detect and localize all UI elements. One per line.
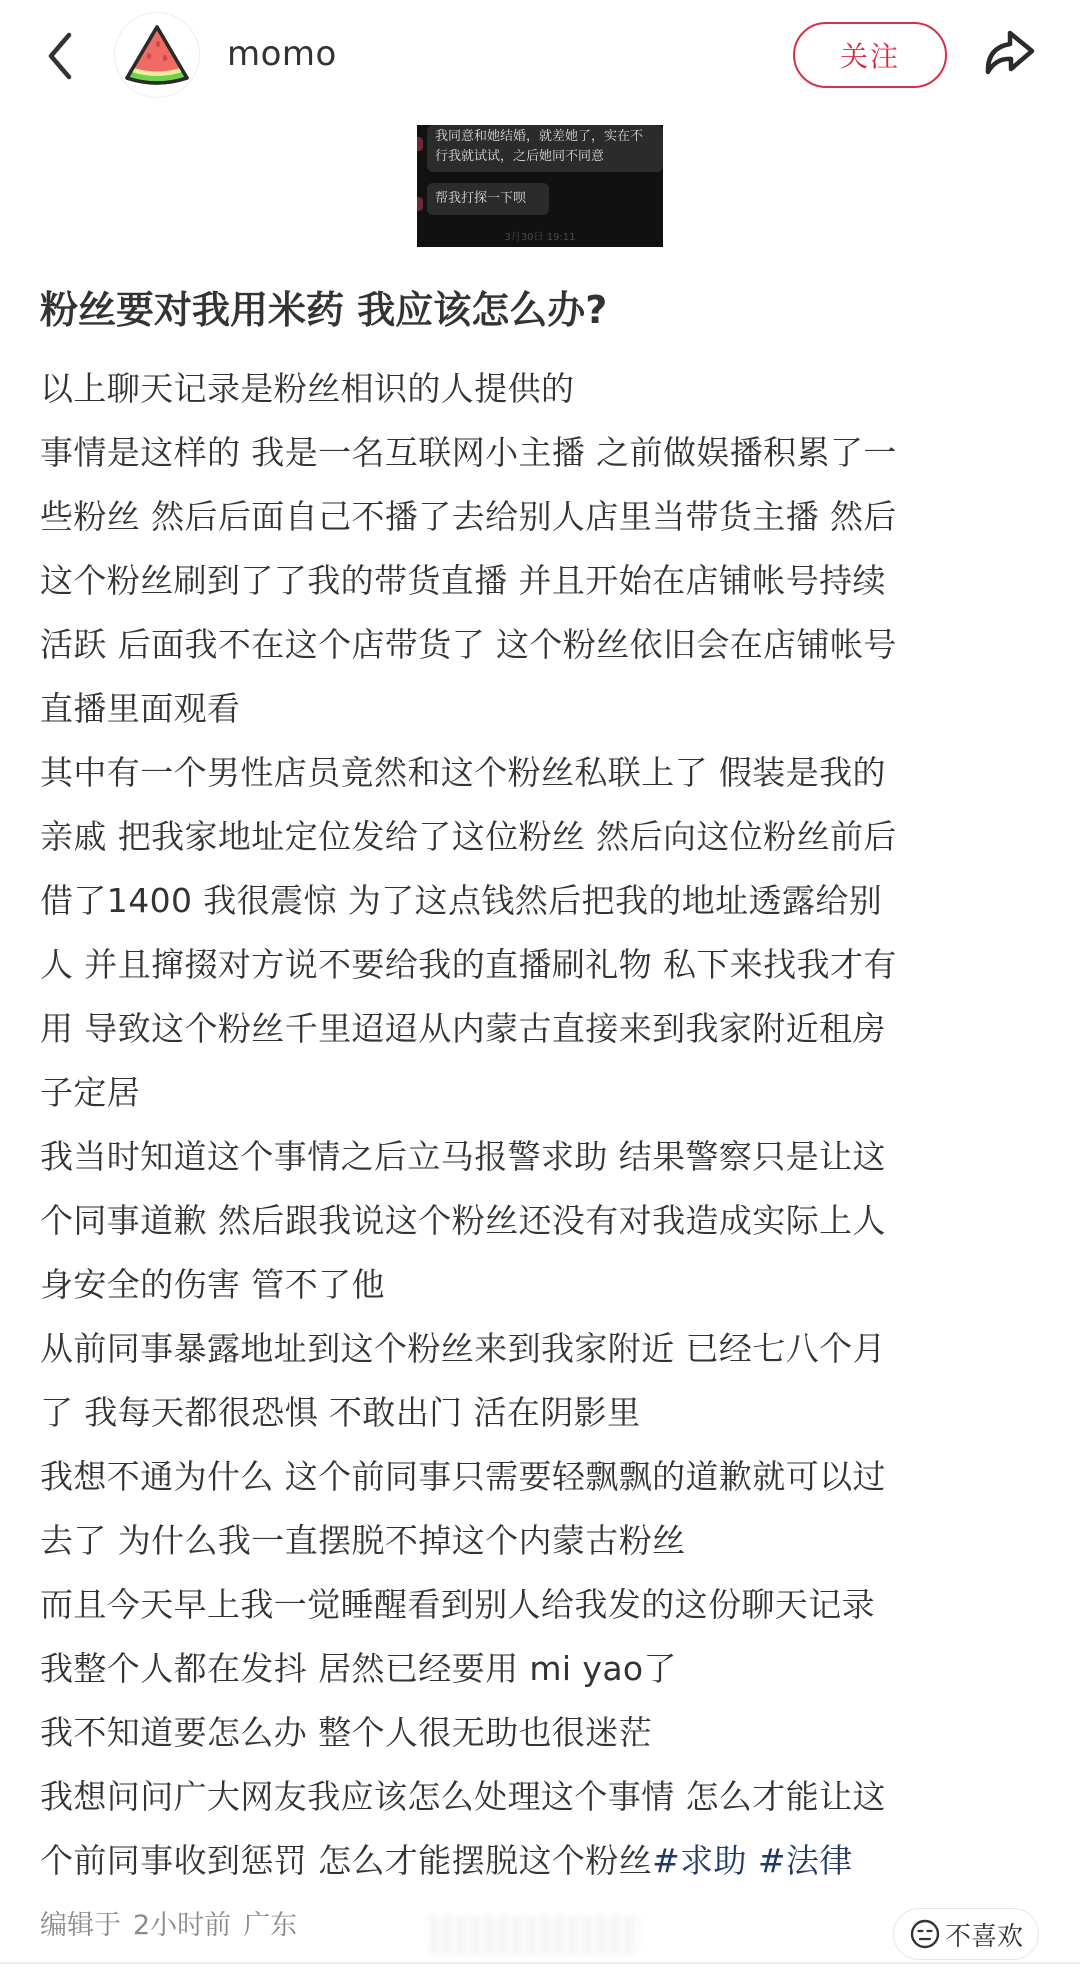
post-meta [40, 1906, 297, 1946]
post-line: 了 我每天都很恐惧 不敢出门 活在阴影里 [40, 1393, 641, 1432]
post-line: 我想问问广大网友我应该怎么处理这个事情 怎么才能让这 [40, 1777, 886, 1816]
post-title: 粉丝要对我用米药 我应该怎么办? [40, 288, 608, 332]
post-line: 直播里面观看 [40, 689, 241, 728]
post-line: 人 并且撺掇对方说不要给我的直播刷礼物 私下来找我才有 [40, 945, 897, 984]
post-line: 我不知道要怎么办 整个人很无助也很迷茫 [40, 1713, 653, 1752]
back-button[interactable] [40, 28, 80, 84]
edit-time: 2小时前 [133, 1910, 232, 1941]
post-line: 借了1400 我很震惊 为了这点钱然后把我的地址透露给别 [40, 881, 883, 920]
post-line: 亲戚 把我家地址定位发给了这位粉丝 然后向这位粉丝前后 [40, 817, 897, 856]
chat-bubble: 帮我打探一下呗 [427, 183, 549, 215]
chat-screenshot-image[interactable] [417, 125, 663, 247]
post-line: 个同事道歉 然后跟我说这个粉丝还没有对我造成实际上人 [40, 1201, 886, 1240]
avatar[interactable] [114, 12, 200, 98]
dislike-button[interactable] [893, 1908, 1039, 1960]
post-line: 这个粉丝刷到了了我的带货直播 并且开始在店铺帐号持续 [40, 561, 886, 600]
post-line: 子定居 [40, 1073, 141, 1112]
post-line: 事情是这样的 我是一名互联网小主播 之前做娱播积累了一 [40, 433, 897, 472]
post-line: 去了 为什么我一直摆脱不掉这个内蒙古粉丝 [40, 1521, 686, 1560]
post-line-last [40, 1829, 1050, 1893]
hashtag-help[interactable]: #求助 [652, 1841, 747, 1880]
post-line: 些粉丝 然后后面自己不播了去给别人店里当带货主播 然后 [40, 497, 897, 536]
chat-avatar [417, 137, 423, 151]
blurred-watermark [430, 1915, 640, 1955]
post-body [40, 357, 1050, 1893]
post-line: 身安全的伤害 管不了他 [40, 1265, 385, 1304]
post-line: 以上聊天记录是粉丝相识的人提供的 [40, 369, 575, 408]
post-line: 而且今天早上我一觉睡醒看到别人给我发的这份聊天记录 [40, 1585, 875, 1624]
post-line: 我想不通为什么 这个前同事只需要轻飘飘的道歉就可以过 [40, 1457, 886, 1496]
follow-button[interactable]: 关注 [793, 22, 947, 88]
post-line: 我整个人都在发抖 居然已经要用 mi yao了 [40, 1649, 677, 1688]
chat-timestamp: 3月30日 19:11 [504, 232, 576, 243]
username[interactable]: momo [227, 34, 337, 74]
neutral-face-icon [909, 1918, 941, 1950]
post-line: 从前同事暴露地址到这个粉丝来到我家附近 已经七八个月 [40, 1329, 886, 1368]
post-line: 活跃 后面我不在这个店带货了 这个粉丝依旧会在店铺帐号 [40, 625, 897, 664]
share-button[interactable] [978, 24, 1040, 82]
hashtag-law[interactable]: #法律 [757, 1841, 853, 1880]
post-line: 用 导致这个粉丝千里迢迢从内蒙古直接来到我家附近租房 [40, 1009, 886, 1048]
dislike-label: 不喜欢 [944, 1921, 1023, 1952]
share-arrow-icon [980, 28, 1038, 78]
chat-bubble: 我同意和她结婚，就差她了，实在不行我就试试，之后她同不同意 [427, 125, 663, 172]
post-line-text: 个前同事收到惩罚 怎么才能摆脱这个粉丝 [40, 1841, 653, 1880]
post-line: 其中有一个男性店员竟然和这个粉丝私联上了 假装是我的 [40, 753, 886, 792]
top-nav-bar [0, 0, 1080, 110]
chat-avatar [417, 197, 423, 211]
chevron-left-icon [45, 31, 75, 81]
watermelon-slice-icon [122, 22, 192, 88]
edited-label: 编辑于 [40, 1910, 121, 1941]
post-line: 我当时知道这个事情之后立马报警求助 结果警察只是让这 [40, 1137, 886, 1176]
divider [0, 1962, 1080, 1964]
location: 广东 [243, 1910, 298, 1941]
